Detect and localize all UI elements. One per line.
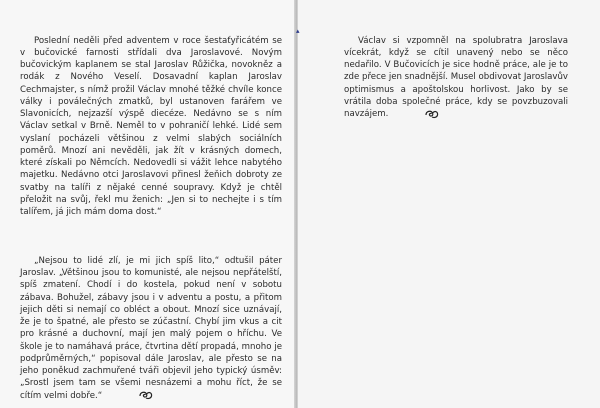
ornament-swirl-icon-svg [424,108,440,120]
right-paragraph-1: Václav si vzpomněl na spolubratra Jaroslava vícekrát, když se cítil unavený nebo se něco nedařilo. V Bučovicích je sice hodně práce, ale je to zde přece jen snadnější. Musel obdivovat Jaroslavův optimismus a apoštolskou horlivost. Jako by se vrátila doba společné práce, kdy se povzbuzovali navzájem. [344,35,571,119]
left-page [0,0,296,408]
left-paragraph-2: „Nejsou to lidé zlí, je mi jich spíš lito,“ odtušil páter Jaroslav. „Většinou jsou to komunisté, ale nejsou nepřátelští, spíš zmatení. Chodí i do kostela, pokud není v sobotu zábava. Bohužel, zábavy jsou i v adventu a postu, a přitom jejich děti si nemají co obléct a obout. Mnozí sice uznávají, že je to špatné, ale přesto se zúčastní. Chybí jim vkus a cit pro krásné a duchovní, mají jen malý pojem o hříchu. Ve škole je to namáhavá práce, čtvrtina dětí propadá, mnoho je podprůměrných,“ popisoval dále Jaroslav, ale přesto se na jeho poněkud zachmuřené tváři objevil jeho typický úsměv: „Srostl jsem tam se všemi nesnázemi a mohu říct, že se cítím velmi dobře.“ [20,255,285,401]
ornament-swirl-icon [424,108,440,120]
margin-mark-icon: ▴ [296,27,300,35]
left-page-text [20,10,285,408]
ornament-swirl-icon [138,389,154,401]
left-paragraph-1: Poslední neděli před adventem v roce šestaťyřicátém se v bučovické farnosti střídali dva Jaroslavové. Novým bučovickým kaplanem se stal Jaroslav Růžička, novokněz a rodák z Nového Veselí. Dosavadní kaplan Jaroslav Cechmajster, s nímž prožil Václav mnohé těžké chvíle konce války i poválečných zmatků, byl ustanoven farářem ve Slavonicích, nejzazší výspě diecéze. Nedávno se s ním Václav setkal v Brně. Neměl to v pohraničí lehké. Lidé sem vyslaní pocházeli většinou z velmi slabých sociálních poměrů. Mnozí ani nevěděli, jak žít v krásných domech, které získali po Němcích. Nedovedli si vážit lehce nabytého majetku. Nedávno otci Jaroslavovi přinesl žeňich dobroty ze svatby na talíři z nějaké cenné soupravy. Když je chtěl přeložit na svůj, řekl mu ženich: „Jen si to nechejte i s tím talířem, já jich mám doma dost.“ [20,35,285,217]
ornament-swirl-icon-svg [138,389,154,401]
right-page [298,0,600,408]
right-page-text [344,10,571,145]
